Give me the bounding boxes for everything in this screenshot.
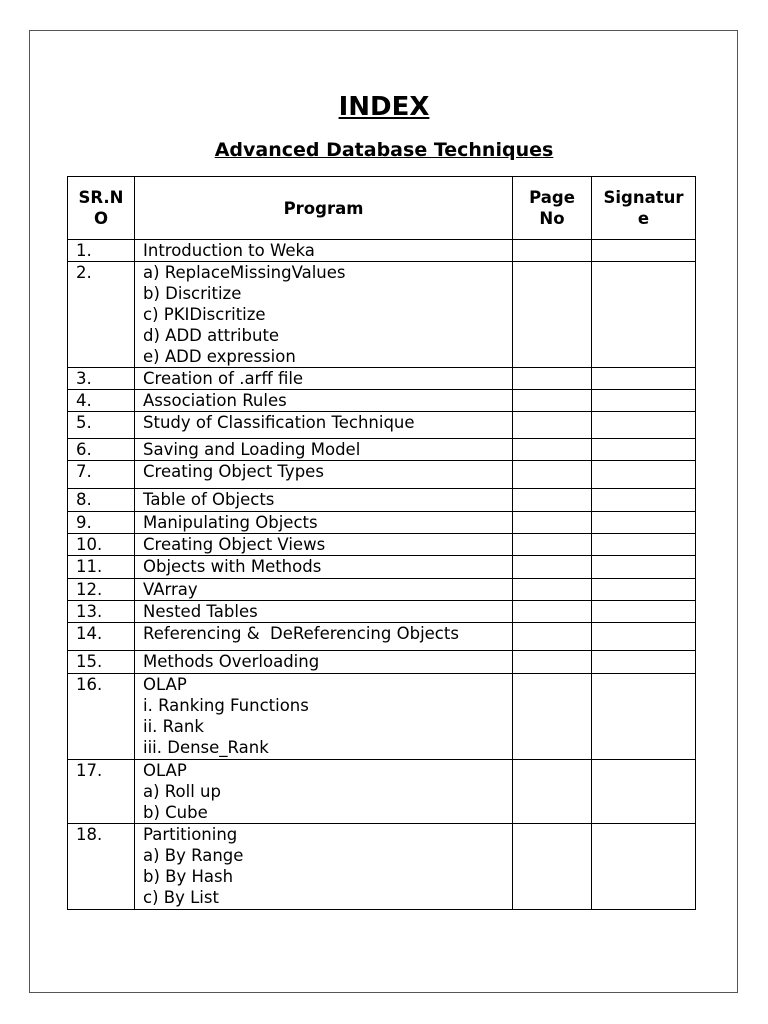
signature-cell: [592, 368, 696, 390]
program-line: a) ReplaceMissingValues: [143, 263, 346, 282]
page-no-cell: [513, 390, 592, 412]
signature-cell: [592, 760, 696, 824]
program-line: Saving and Loading Model: [143, 440, 361, 459]
signature-cell: [592, 240, 696, 262]
program-cell: [135, 390, 513, 412]
program-line: b) Cube: [143, 803, 208, 822]
sr-no-cell: 15.: [68, 651, 135, 674]
page-no-cell: [513, 579, 592, 601]
program-cell: [135, 412, 513, 439]
program-cell: [135, 579, 513, 601]
program-cell: [135, 623, 513, 651]
sr-no-cell: 9.: [68, 512, 135, 534]
sr-no-cell: 14.: [68, 623, 135, 651]
program-line: b) Discritize: [143, 284, 242, 303]
program-line: Partitioning: [143, 825, 238, 844]
table-header-row: [68, 177, 696, 240]
page-no-cell: [513, 461, 592, 489]
table-row: [68, 461, 696, 489]
page-no-cell: [513, 534, 592, 556]
program-line: c) PKIDiscritize: [143, 305, 266, 324]
program-cell: [135, 760, 513, 824]
sr-no-cell: 13.: [68, 601, 135, 623]
table-row: [68, 412, 696, 439]
table-row: [68, 390, 696, 412]
program-line: i. Ranking Functions: [143, 696, 309, 715]
signature-cell: [592, 461, 696, 489]
table-row: [68, 534, 696, 556]
signature-cell: [592, 674, 696, 760]
program-cell: [135, 674, 513, 760]
sr-no-cell: 3.: [68, 368, 135, 390]
program-cell: [135, 489, 513, 512]
program-line: Creating Object Views: [143, 535, 326, 554]
program-line: Methods Overloading: [143, 652, 320, 671]
signature-cell: [592, 824, 696, 910]
index-table: [67, 176, 696, 910]
program-line: OLAP: [143, 675, 187, 694]
sr-no-cell: 7.: [68, 461, 135, 489]
program-cell: [135, 556, 513, 579]
header-signature-line2: e: [637, 209, 650, 228]
table-row: [68, 824, 696, 910]
signature-cell: [592, 439, 696, 461]
program-line: VArray: [143, 580, 198, 599]
sr-no-cell: 16.: [68, 674, 135, 760]
program-line: Manipulating Objects: [143, 513, 318, 532]
header-sr-no-line2: O: [93, 209, 109, 228]
signature-cell: [592, 489, 696, 512]
program-cell: [135, 824, 513, 910]
program-cell: [135, 461, 513, 489]
program-line: iii. Dense_Rank: [143, 738, 269, 757]
table-row: [68, 601, 696, 623]
page-no-cell: [513, 368, 592, 390]
program-line: Nested Tables: [143, 602, 258, 621]
page-no-cell: [513, 439, 592, 461]
header-page-no: [513, 177, 592, 240]
sr-no-cell: 8.: [68, 489, 135, 512]
page-no-cell: [513, 262, 592, 368]
table-row: [68, 651, 696, 674]
program-cell: [135, 534, 513, 556]
program-line: ii. Rank: [143, 717, 204, 736]
table-row: [68, 623, 696, 651]
program-line: c) By List: [143, 888, 219, 907]
header-signature-line1: Signatur: [603, 188, 684, 207]
table-row: [68, 368, 696, 390]
table-row: [68, 512, 696, 534]
sr-no-cell: 6.: [68, 439, 135, 461]
page-no-cell: [513, 760, 592, 824]
program-line: Table of Objects: [143, 490, 275, 509]
sr-no-cell: 11.: [68, 556, 135, 579]
program-line: a) By Range: [143, 846, 244, 865]
page-no-cell: [513, 489, 592, 512]
program-line: Referencing & DeReferencing Objects: [143, 624, 459, 643]
signature-cell: [592, 534, 696, 556]
sr-no-cell: 10.: [68, 534, 135, 556]
table-row: [68, 674, 696, 760]
signature-cell: [592, 623, 696, 651]
program-cell: [135, 368, 513, 390]
program-line: Creation of .arff file: [143, 369, 304, 388]
program-line: Study of Classification Technique: [143, 413, 415, 432]
program-line: Creating Object Types: [143, 462, 324, 481]
table-body: [68, 240, 696, 910]
table-row: [68, 556, 696, 579]
header-page-no-line2: No: [539, 209, 565, 228]
program-line: d) ADD attribute: [143, 326, 280, 345]
page-no-cell: [513, 824, 592, 910]
program-line: a) Roll up: [143, 782, 221, 801]
program-line: e) ADD expression: [143, 347, 296, 366]
program-cell: [135, 512, 513, 534]
page-no-cell: [513, 512, 592, 534]
header-signature: [592, 177, 696, 240]
table-row: [68, 760, 696, 824]
table-row: [68, 262, 696, 368]
program-line: b) By Hash: [143, 867, 234, 886]
page-title: INDEX: [338, 92, 430, 122]
signature-cell: [592, 601, 696, 623]
signature-cell: [592, 579, 696, 601]
header-page-no-line1: Page: [529, 188, 575, 207]
signature-cell: [592, 556, 696, 579]
program-cell: [135, 262, 513, 368]
sr-no-cell: 4.: [68, 390, 135, 412]
header-sr-no: [68, 177, 135, 240]
signature-cell: [592, 262, 696, 368]
page-no-cell: [513, 556, 592, 579]
program-cell: [135, 439, 513, 461]
table-row: [68, 489, 696, 512]
page-no-cell: [513, 601, 592, 623]
page-subtitle: Advanced Database Techniques: [214, 139, 554, 161]
page-no-cell: [513, 412, 592, 439]
program-line: Objects with Methods: [143, 557, 322, 576]
page-no-cell: [513, 651, 592, 674]
program-cell: [135, 651, 513, 674]
signature-cell: [592, 651, 696, 674]
sr-no-cell: 2.: [68, 262, 135, 368]
program-cell: [135, 240, 513, 262]
table-row: [68, 240, 696, 262]
sr-no-cell: 5.: [68, 412, 135, 439]
program-line: Introduction to Weka: [143, 241, 315, 260]
sr-no-cell: 17.: [68, 760, 135, 824]
sr-no-cell: 18.: [68, 824, 135, 910]
sr-no-cell: 12.: [68, 579, 135, 601]
page-no-cell: [513, 240, 592, 262]
signature-cell: [592, 412, 696, 439]
page-no-cell: [513, 623, 592, 651]
signature-cell: [592, 512, 696, 534]
program-line: OLAP: [143, 761, 187, 780]
table-row: [68, 579, 696, 601]
header-program: Program: [135, 177, 513, 240]
header-sr-no-line1: SR.N: [78, 188, 124, 207]
sr-no-cell: 1.: [68, 240, 135, 262]
program-cell: [135, 601, 513, 623]
page-no-cell: [513, 674, 592, 760]
table-row: [68, 439, 696, 461]
signature-cell: [592, 390, 696, 412]
program-line: Association Rules: [143, 391, 287, 410]
